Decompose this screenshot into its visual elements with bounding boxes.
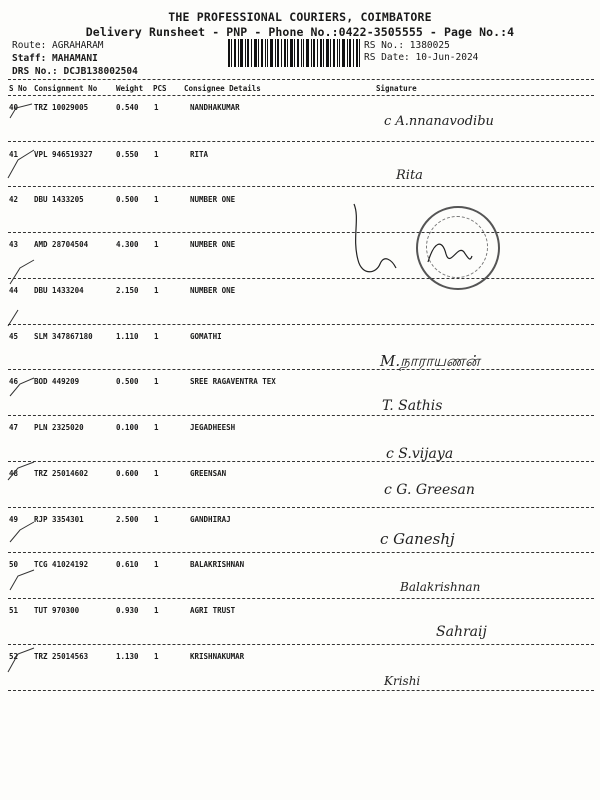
row-consignee: SREE RAGAVENTRA TEX bbox=[190, 377, 276, 386]
row-divider bbox=[8, 186, 594, 187]
row-sno: 40 bbox=[9, 103, 19, 112]
row-pcs: 1 bbox=[154, 469, 159, 478]
row-consignment: TUT 970300 bbox=[34, 606, 80, 615]
row-weight: 0.500 bbox=[116, 195, 139, 204]
col-consignment: Consignment No bbox=[34, 84, 98, 93]
row-pcs: 1 bbox=[154, 240, 159, 249]
signature-row-50: Balakrishnan bbox=[400, 580, 481, 594]
staff-label: Staff: MAHAMANI bbox=[12, 53, 98, 64]
row-consignee: GOMATHI bbox=[190, 332, 222, 341]
row-pcs: 1 bbox=[154, 286, 159, 295]
row-weight: 2.500 bbox=[116, 515, 139, 524]
row-sno: 46 bbox=[9, 377, 19, 386]
row-sno: 44 bbox=[9, 286, 19, 295]
signature-row-45: M.நாராயணன் bbox=[380, 352, 480, 370]
row-weight: 0.500 bbox=[116, 377, 139, 386]
row-pcs: 1 bbox=[154, 332, 159, 341]
col-weight: Weight bbox=[116, 84, 144, 93]
row-weight: 1.110 bbox=[116, 332, 139, 341]
row-consignment: DBU 1433205 bbox=[34, 195, 84, 204]
row-consignee: JEGADHEESH bbox=[190, 423, 236, 432]
tick-marks-icon bbox=[4, 100, 38, 500]
row-sno: 51 bbox=[9, 606, 19, 615]
row-divider bbox=[8, 232, 594, 233]
header-divider-top bbox=[8, 79, 594, 80]
rs-number: RS No.: 1380025 bbox=[364, 40, 450, 51]
signature-row-40: c A.nnanavodibu bbox=[384, 114, 494, 129]
row-consignment: BOD 449209 bbox=[34, 377, 80, 386]
row-consignee: NUMBER ONE bbox=[190, 195, 236, 204]
row-consignee: BALAKRISHNAN bbox=[190, 560, 245, 569]
row-consignee: GREENSAN bbox=[190, 469, 227, 478]
row-divider bbox=[8, 278, 594, 279]
row-pcs: 1 bbox=[154, 652, 159, 661]
signature-row-49: c Ganeshj bbox=[380, 530, 455, 548]
row-consignment: SLM 347867180 bbox=[34, 332, 93, 341]
row-divider bbox=[8, 644, 594, 645]
row-divider bbox=[8, 324, 594, 325]
row-sno: 52 bbox=[9, 652, 19, 661]
row-consignee: KRISHNAKUMAR bbox=[190, 652, 245, 661]
row-pcs: 1 bbox=[154, 195, 159, 204]
row-sno: 47 bbox=[9, 423, 19, 432]
row-pcs: 1 bbox=[154, 560, 159, 569]
signature-row-52: Krishi bbox=[384, 674, 421, 688]
signature-scribble-icon bbox=[346, 198, 406, 278]
row-consignment: PLN 2325020 bbox=[34, 423, 84, 432]
document-title: THE PROFESSIONAL COURIERS, COIMBATORE bbox=[168, 10, 432, 24]
row-sno: 42 bbox=[9, 195, 19, 204]
tick-marks-icon bbox=[4, 500, 38, 690]
row-pcs: 1 bbox=[154, 377, 159, 386]
row-divider bbox=[8, 552, 594, 553]
row-sno: 41 bbox=[9, 150, 19, 159]
col-consignee: Consignee Details bbox=[184, 84, 261, 93]
row-consignment: VPL 946519327 bbox=[34, 150, 93, 159]
row-pcs: 1 bbox=[154, 515, 159, 524]
row-consignee: NUMBER ONE bbox=[190, 240, 236, 249]
row-consignment: TRZ 10029005 bbox=[34, 103, 89, 112]
row-consignee: NANDHAKUMAR bbox=[190, 103, 240, 112]
row-divider bbox=[8, 369, 594, 370]
row-sno: 49 bbox=[9, 515, 19, 524]
row-divider bbox=[8, 461, 594, 462]
row-sno: 45 bbox=[9, 332, 19, 341]
row-consignment: DBU 1433204 bbox=[34, 286, 84, 295]
rs-date: RS Date: 10-Jun-2024 bbox=[364, 52, 479, 63]
row-pcs: 1 bbox=[154, 606, 159, 615]
row-consignment: TCG 41024192 bbox=[34, 560, 89, 569]
signature-scribble-icon bbox=[424, 232, 474, 272]
row-weight: 4.300 bbox=[116, 240, 139, 249]
row-consignment: TRZ 25014602 bbox=[34, 469, 89, 478]
row-weight: 1.130 bbox=[116, 652, 139, 661]
row-sno: 48 bbox=[9, 469, 19, 478]
row-consignment: AMD 28704504 bbox=[34, 240, 89, 249]
col-sno: S No bbox=[9, 84, 28, 93]
row-pcs: 1 bbox=[154, 423, 159, 432]
row-weight: 0.550 bbox=[116, 150, 139, 159]
row-consignee: RITA bbox=[190, 150, 209, 159]
barcode bbox=[228, 39, 360, 67]
row-weight: 2.150 bbox=[116, 286, 139, 295]
signature-row-48: c G. Greesan bbox=[384, 482, 475, 498]
row-weight: 0.540 bbox=[116, 103, 139, 112]
col-pcs: PCS bbox=[153, 84, 167, 93]
row-weight: 0.610 bbox=[116, 560, 139, 569]
row-sno: 43 bbox=[9, 240, 19, 249]
signature-row-47: c S.vijaya bbox=[386, 446, 454, 462]
header-divider-bottom bbox=[8, 95, 594, 96]
row-divider bbox=[8, 598, 594, 599]
drs-number: DRS No.: DCJB138002504 bbox=[12, 66, 138, 77]
row-divider bbox=[8, 415, 594, 416]
row-consignee: AGRI TRUST bbox=[190, 606, 236, 615]
row-weight: 0.100 bbox=[116, 423, 139, 432]
signature-row-46: T. Sathis bbox=[382, 398, 443, 414]
row-consignment: TRZ 25014563 bbox=[34, 652, 89, 661]
row-divider bbox=[8, 690, 594, 691]
row-pcs: 1 bbox=[154, 150, 159, 159]
row-weight: 0.930 bbox=[116, 606, 139, 615]
row-divider bbox=[8, 141, 594, 142]
route-label: Route: AGRAHARAM bbox=[12, 40, 104, 51]
document-subtitle: Delivery Runsheet - PNP - Phone No.:0422-3505555 - Page No.:4 bbox=[85, 25, 515, 39]
row-sno: 50 bbox=[9, 560, 19, 569]
row-pcs: 1 bbox=[154, 103, 159, 112]
row-consignee: NUMBER ONE bbox=[190, 286, 236, 295]
row-consignee: GANDHIRAJ bbox=[190, 515, 231, 524]
row-divider bbox=[8, 507, 594, 508]
row-consignment: RJP 3354301 bbox=[34, 515, 84, 524]
col-signature: Signature bbox=[376, 84, 417, 93]
row-weight: 0.600 bbox=[116, 469, 139, 478]
signature-row-41: Rita bbox=[396, 168, 423, 183]
signature-row-51: Sahraij bbox=[436, 624, 487, 640]
